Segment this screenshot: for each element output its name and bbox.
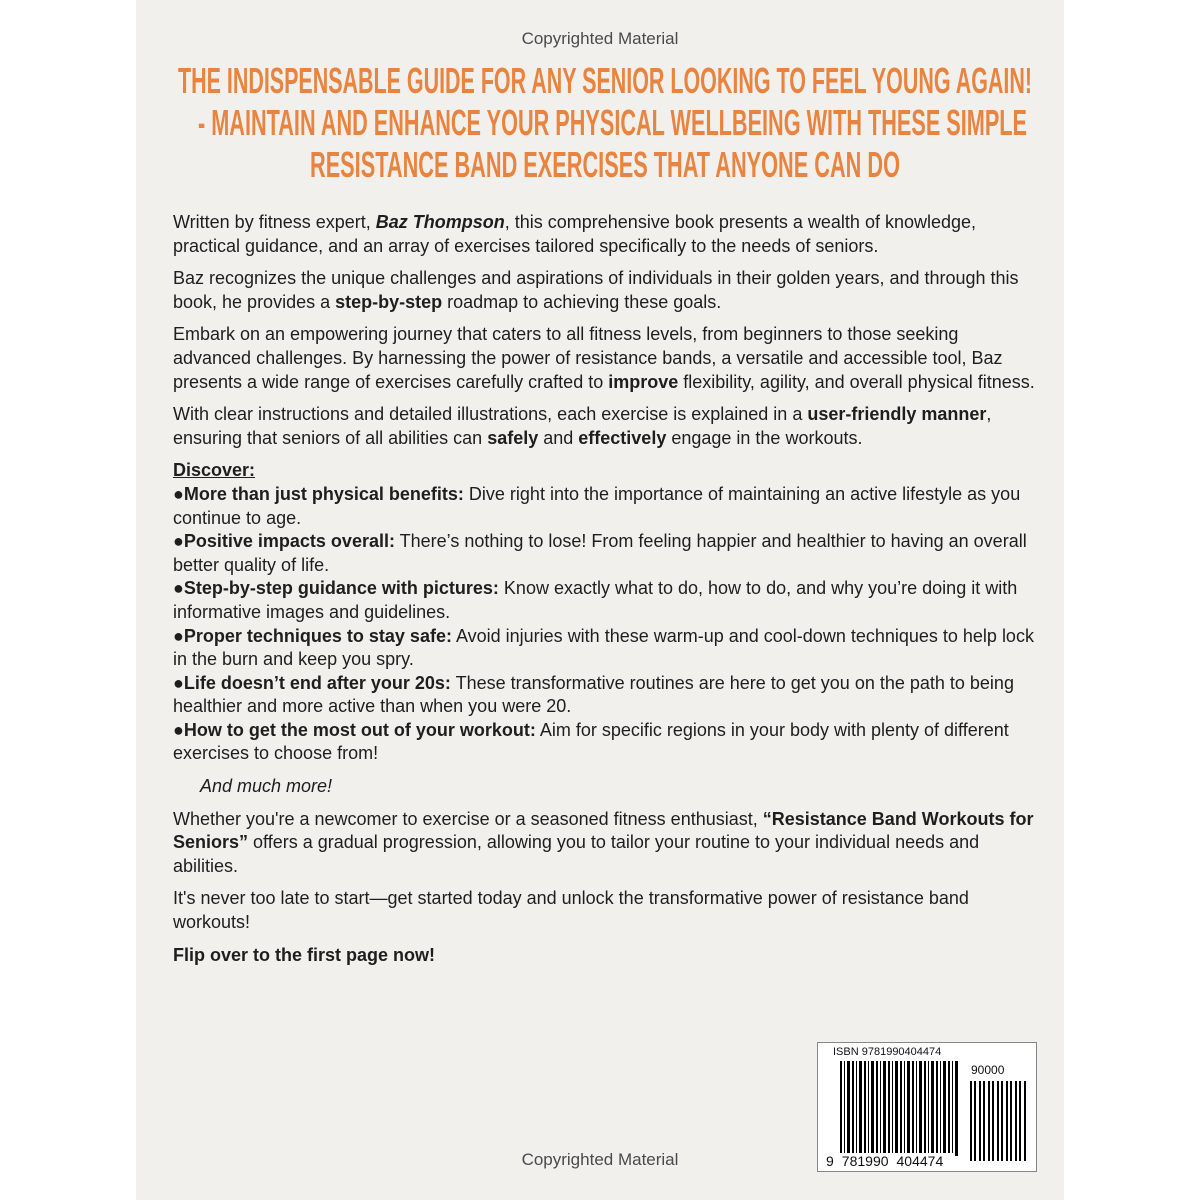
text-run: Flip over to the first page now! (173, 944, 436, 965)
text-run: user-friendly manner (807, 404, 987, 425)
copyright-watermark-bottom: Copyrighted Material (521, 1150, 679, 1169)
text-run: offers a gradual progression, allowing you to tailor your routine to your individual needs and abilities. (173, 832, 980, 876)
bullet-icon: ● (173, 719, 184, 740)
text-run: Baz Thompson (375, 212, 505, 232)
text-run: and (538, 427, 579, 448)
text-run: With clear instructions and detailed illustrations, each exercise is explained in a (173, 404, 808, 425)
paragraph (173, 211, 1039, 258)
bullet-label: How to get the most out of your workout: (183, 719, 536, 740)
headline-line: - MAINTAIN AND ENHANCE YOUR PHYSICAL WELLBEING WITH THESE SIMPLE (198, 102, 1027, 143)
isbn-label: ISBN 9781990404474 (833, 1046, 942, 1058)
paragraph (173, 403, 1039, 450)
barcode-digit-group: 781990 (841, 1153, 889, 1169)
paragraph (173, 944, 1039, 968)
and-more-text: And much more! (200, 776, 333, 797)
bullet-text: Dive right into the importance of maintaining an active lifestyle as you continue to age. (173, 483, 1021, 528)
text-run: Written by fitness expert, (173, 212, 376, 232)
bullet-label: Life doesn’t end after your 20s: (183, 672, 451, 693)
bullet-label: Step-by-step guidance with pictures: (183, 578, 499, 599)
paragraph (173, 808, 1039, 879)
bullet-text: These transformative routines are here to get you on the path to being healthier and more active than when you were 20. (173, 672, 1014, 717)
price-barcode-bars (970, 1081, 1028, 1161)
text-run: , ensuring that seniors of all abilities can (173, 404, 992, 448)
bullet-icon: ● (173, 625, 184, 646)
barcode-digit-group: 9 (826, 1153, 834, 1169)
text-run: “Resistance Band Workouts for Seniors” (173, 808, 1034, 853)
text-run: effectively (578, 427, 667, 448)
barcode-bars (840, 1061, 958, 1156)
text-run: Baz recognizes the unique challenges and aspirations of individuals in their golden years, and through this book, he provides a (173, 268, 1019, 312)
discover-list (173, 459, 1039, 766)
barcode-digit-group: 404474 (896, 1153, 944, 1169)
discover-heading: Discover: (173, 460, 256, 481)
text-run: roadmap to achieving these goals. (442, 291, 722, 312)
bullet-item (173, 530, 1039, 577)
bullet-text: Aim for specific regions in your body with plenty of different exercises to choose from! (173, 719, 1009, 764)
bullet-text: Avoid injuries with these warm-up and cool-down techniques to help lock in the burn and keep you spry. (173, 625, 1034, 670)
text-run: Embark on an empowering journey that caters to all fitness levels, from beginners to those seeking advanced challenges. By harnessing the power of resistance bands, a versatile and accessible tool, Baz presents a wide range of exercises carefully crafted to (173, 324, 1003, 392)
paragraph (173, 267, 1039, 314)
text-run: step-by-step (335, 291, 443, 312)
bullet-label: Positive impacts overall: (183, 531, 395, 552)
bullet-icon: ● (173, 672, 184, 693)
bullet-icon: ● (173, 531, 184, 552)
price-code: 90000 (971, 1063, 1005, 1077)
headline-line: THE INDISPENSABLE GUIDE FOR ANY SENIOR LOOKING TO FEEL YOUNG AGAIN! (178, 60, 1032, 101)
bullet-item (173, 672, 1039, 719)
text-run: flexibility, agility, and overall physical fitness. (678, 371, 1035, 392)
copyright-watermark-top: Copyrighted Material (521, 29, 679, 48)
blurb (173, 211, 1039, 976)
bullet-label: Proper techniques to stay safe: (183, 625, 452, 646)
bullet-label: More than just physical benefits: (183, 483, 464, 504)
paragraph (173, 887, 1039, 934)
text-run: Whether you're a newcomer to exercise or a seasoned fitness enthusiast, (173, 808, 763, 829)
text-run: improve (608, 371, 679, 392)
bullet-item (173, 577, 1039, 624)
bullet-item (173, 719, 1039, 766)
cover-headline (136, 58, 1064, 188)
bullet-icon: ● (173, 578, 184, 599)
headline-line: RESISTANCE BAND EXERCISES THAT ANYONE CAN DO (310, 144, 900, 185)
text-run: It's never too late to start—get started today and unlock the transformative power of resistance band workouts! (173, 888, 969, 933)
text-run: safely (487, 427, 539, 448)
bullet-text: There’s nothing to lose! From feeling happier and healthier to having an overall better quality of life. (173, 531, 1027, 575)
bullet-text: Know exactly what to do, how to do, and why you’re doing it with informative images and guidelines. (173, 578, 1018, 622)
bullet-item (173, 625, 1039, 672)
text-run: engage in the workouts. (666, 427, 863, 448)
headline-svg (136, 58, 1064, 188)
bullet-icon: ● (173, 483, 184, 504)
bullet-item (173, 483, 1039, 530)
text-run: , this comprehensive book presents a wealth of knowledge, practical guidance, and an array of exercises tailored specifically to the needs of seniors. (173, 212, 977, 256)
paragraph (173, 323, 1039, 394)
